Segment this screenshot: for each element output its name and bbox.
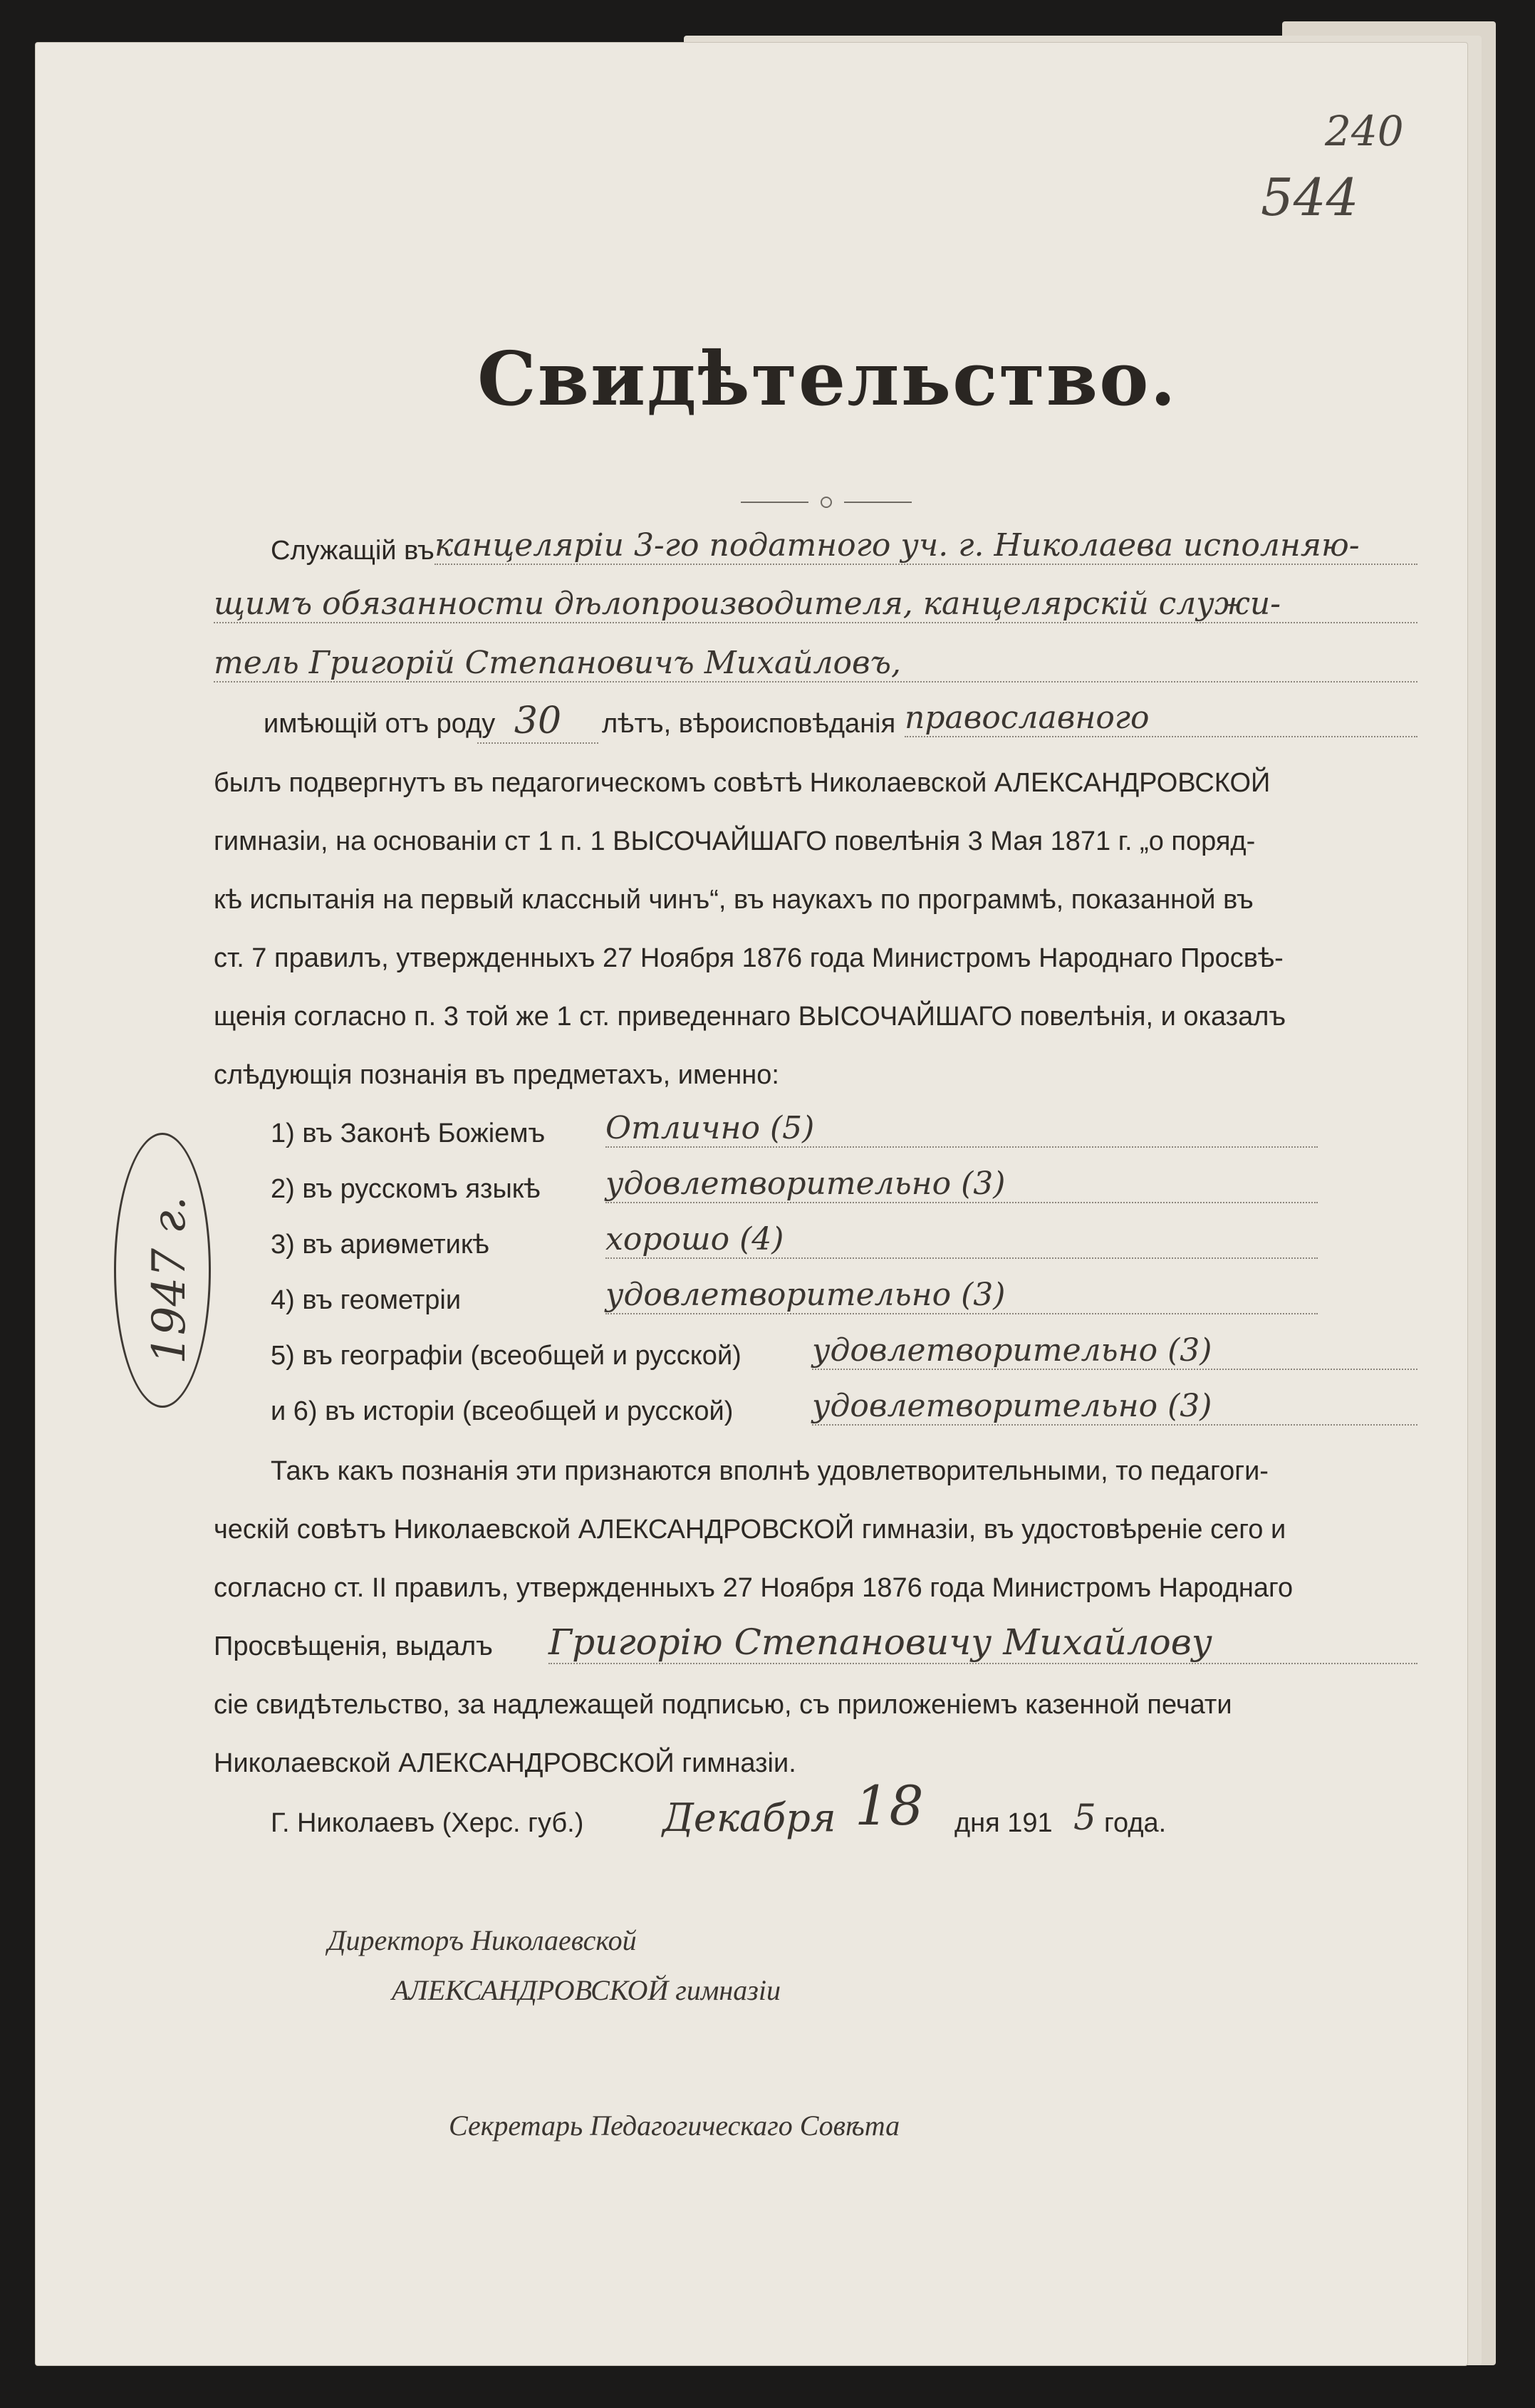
body-line: гимназіи, на основаніи ст 1 п. 1 ВЫСОЧАЙШАГО повелѣнія 3 Мая 1871 г. „о поряд-	[214, 826, 1256, 856]
subject-grade: удовлетворительно (3)	[605, 1277, 1318, 1314]
closing-line: Николаевской АЛЕКСАНДРОВСКОЙ гимназіи.	[214, 1748, 796, 1778]
age-suffix: лѣтъ, вѣроисповѣданія	[602, 709, 896, 739]
intro-label: Служащій въ	[271, 536, 435, 566]
closing-line: Такъ какъ познанія эти признаются вполнѣ удовлетворительными, то педагоги-	[271, 1456, 1269, 1486]
body-line: щенія согласно п. 3 той же 1 ст. приведеннаго ВЫСОЧАЙШАГО повелѣнія, и оказалъ	[214, 1002, 1286, 1032]
date-prefix: Г. Николаевъ (Херс. губ.)	[271, 1808, 584, 1838]
body-line: ст. 7 правилъ, утвержденныхъ 27 Ноября 1876 года Министромъ Народнаго Просвѣ-	[214, 943, 1284, 973]
closing-line: Просвѣщенія, выдалъ	[214, 1631, 493, 1661]
date-suffix: года.	[1104, 1808, 1167, 1838]
recipient-name: Григорію Степановичу Михайлову	[548, 1621, 1417, 1664]
date-mid: дня 191	[954, 1808, 1053, 1838]
closing-line: сіе свидѣтельство, за надлежащей подписью, съ приложеніемъ казенной печати	[214, 1690, 1232, 1720]
subject-grade: Отлично (5)	[605, 1110, 1318, 1148]
subject-label: 1) въ Законѣ Божіемъ	[271, 1119, 546, 1148]
closing-line: согласно ст. II правилъ, утвержденныхъ 27 Ноября 1876 года Министромъ Народнаго	[214, 1573, 1294, 1603]
title-ornament	[741, 495, 912, 509]
age-prefix: имѣющій отъ роду	[264, 709, 496, 739]
date-year-digit: 5	[1073, 1797, 1096, 1838]
religion: православного	[905, 700, 1417, 737]
subject-label: 5) въ географіи (всеобщей и русской)	[271, 1341, 742, 1371]
subject-label: 3) въ ариѳметикѣ	[271, 1230, 489, 1260]
body-line: кѣ испытанія на первый классный чинъ“, въ наукахъ по программѣ, показанной въ	[214, 885, 1254, 915]
director-title: АЛЕКСАНДРОВСКОЙ гимназіи	[392, 1974, 781, 2006]
margin-note: 1947 г.	[142, 1196, 196, 1364]
document-title: Свидѣтельство.	[477, 335, 1177, 422]
body-line: былъ подвергнутъ въ педагогическомъ совѣтѣ Николаевской АЛЕКСАНДРОВСКОЙ	[214, 768, 1271, 798]
subject-grade: удовлетворительно (3)	[812, 1388, 1417, 1426]
subject-label: 4) въ геометріи	[271, 1285, 462, 1315]
subject-label: 2) въ русскомъ языкѣ	[271, 1174, 541, 1204]
handwritten-name: тель Григорій Степановичъ Михайловъ,	[214, 645, 1417, 683]
date-month: Декабря	[662, 1795, 836, 1840]
secretary-title: Секретарь Педагогическаго Совѣта	[449, 2109, 900, 2142]
sheet-number: 544	[1261, 167, 1359, 227]
subject-grade: удовлетворительно (3)	[605, 1166, 1318, 1203]
date-day: 18	[855, 1774, 924, 1837]
handwritten-office: канцеляріи 3-го податного уч. г. Николаева исполняю-	[435, 527, 1417, 565]
handwritten-position: щимъ обязанности дѣлопроизводителя, канцелярскій служи-	[214, 586, 1417, 623]
subject-grade: удовлетворительно (3)	[812, 1332, 1417, 1370]
archive-number: 240	[1325, 107, 1404, 155]
body-line: слѣдующія познанія въ предметахъ, именно:	[214, 1060, 779, 1090]
subject-label: и 6) въ исторіи (всеобщей и русской)	[271, 1396, 734, 1426]
director-title: Директоръ Николаевской	[328, 1924, 637, 1956]
closing-line: ческій совѣтъ Николаевской АЛЕКСАНДРОВСКОЙ гимназіи, въ удостовѣреніе сего и	[214, 1515, 1286, 1545]
age-value: 30	[477, 700, 598, 744]
subject-grade: хорошо (4)	[605, 1221, 1318, 1259]
certificate-page	[36, 43, 1467, 2365]
